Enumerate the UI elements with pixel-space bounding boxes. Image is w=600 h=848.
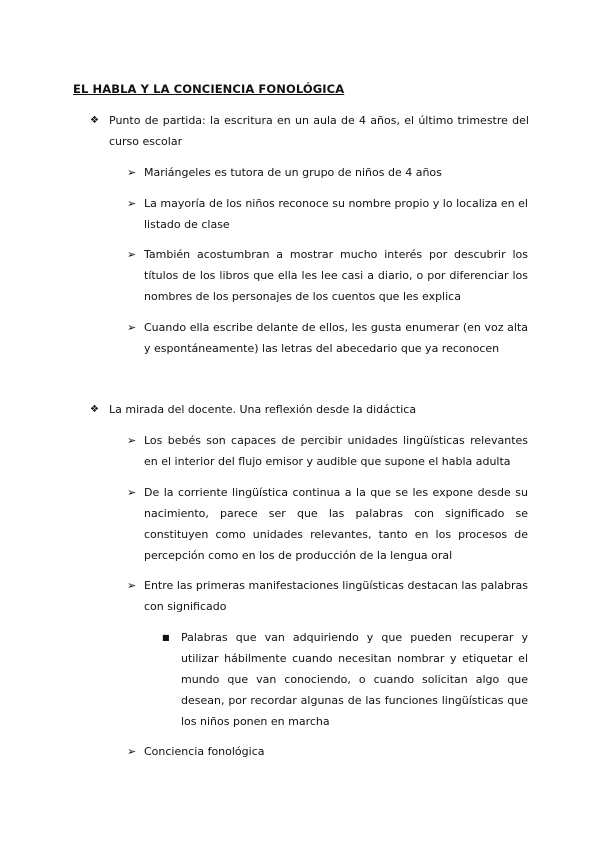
arrow-bullet-icon: ➢ (127, 248, 137, 261)
arrow-bullet-icon: ➢ (127, 579, 137, 592)
arrow-bullet-icon: ➢ (127, 197, 137, 210)
square-bullet-icon: ■ (162, 633, 170, 642)
list-item: Conciencia fonológica (144, 745, 265, 758)
arrow-bullet-icon: ➢ (127, 745, 137, 758)
list-item: Entre las primeras manifestaciones lingüísticas destacan las palabras con significado (144, 579, 528, 613)
arrow-bullet-icon: ➢ (127, 434, 137, 447)
diamond-bullet-icon: ❖ (90, 115, 99, 126)
sub-list-item: Palabras que van adquiriendo y que pueden recuperar y utilizar hábilmente cuando necesitan nombrar y etiquetar el mundo que van conociendo, o cuando solicitan algo que desean, por recordar algunas de las funciones lingüísticas que los niños ponen en marcha (181, 631, 528, 728)
list-item: También acostumbran a mostrar mucho interés por descubrir los títulos de los libros que ella les lee casi a diario, o por diferenciar los nombres de los personajes de los cuentos que les explica (144, 248, 528, 303)
arrow-bullet-icon: ➢ (127, 166, 137, 179)
list-item: Mariángeles es tutora de un grupo de niños de 4 años (144, 166, 442, 179)
list-item: La mayoría de los niños reconoce su nombre propio y lo localiza en el listado de clase (144, 197, 528, 231)
list-item: De la corriente lingüística continua a la que se les expone desde su nacimiento, parece ser que las palabras con significado se constituyen como unidades relevantes, tanto en los procesos de percepción como en los de producción de la lengua oral (144, 486, 528, 562)
page-title: EL HABLA Y LA CONCIENCIA FONOLÓGICA (73, 82, 345, 96)
list-item: Los bebés son capaces de percibir unidades lingüísticas relevantes en el interior del flujo emisor y audible que supone el habla adulta (144, 434, 528, 468)
list-item: Cuando ella escribe delante de ellos, les gusta enumerar (en voz alta y espontáneamente) las letras del abecedario que ya reconocen (144, 321, 528, 355)
diamond-bullet-icon: ❖ (90, 404, 99, 415)
arrow-bullet-icon: ➢ (127, 486, 137, 499)
section-heading-mirada-del-docente: La mirada del docente. Una reflexión desde la didáctica (109, 403, 417, 416)
section-heading-punto-de-partida: Punto de partida: la escritura en un aula de 4 años, el último trimestre del curso escolar (109, 114, 529, 148)
arrow-bullet-icon: ➢ (127, 321, 137, 334)
